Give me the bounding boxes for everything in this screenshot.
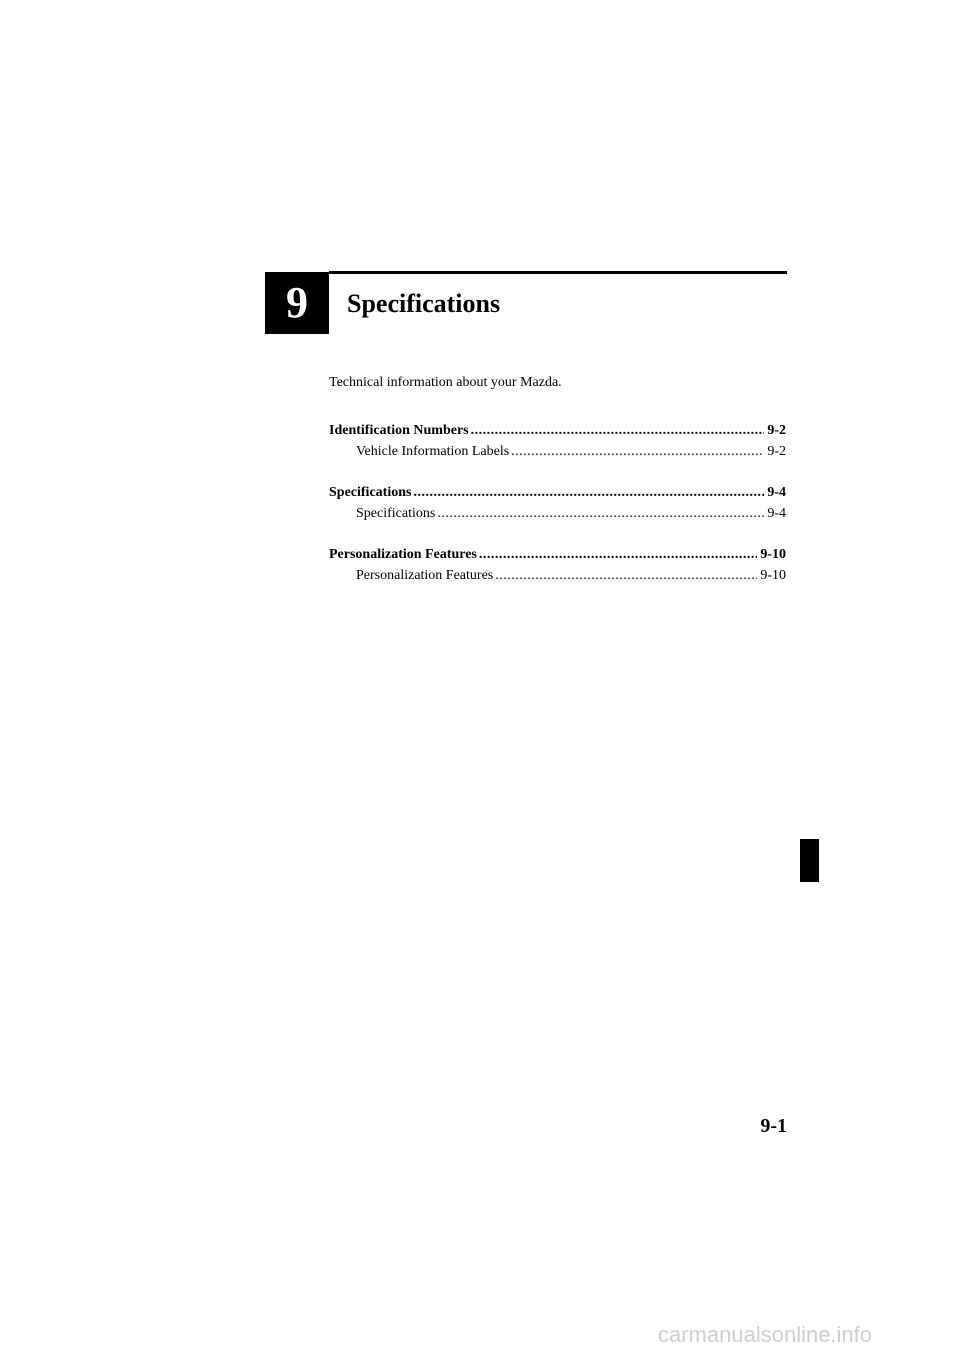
toc-entry-label: Identification Numbers bbox=[329, 423, 469, 438]
chapter-number-block bbox=[265, 272, 329, 334]
toc-entry-label: Personalization Features bbox=[356, 568, 494, 583]
toc-dot-leader bbox=[479, 544, 757, 565]
toc-entry-specifications-section[interactable] bbox=[329, 482, 786, 503]
toc-dot-leader bbox=[471, 420, 765, 441]
toc-dot-leader bbox=[437, 503, 764, 524]
toc-dot-leader bbox=[413, 482, 764, 503]
chapter-intro: Technical information about your Mazda. bbox=[329, 375, 562, 390]
toc-entry-specifications[interactable] bbox=[329, 503, 786, 524]
toc-entry-label: Vehicle Information Labels bbox=[356, 444, 510, 459]
toc-dot-leader bbox=[495, 565, 757, 586]
toc-entry-page: 9-2 bbox=[767, 423, 786, 438]
toc-entry-label: Specifications bbox=[356, 506, 436, 521]
toc-entry-personalization-features[interactable] bbox=[329, 565, 786, 586]
watermark: carmanualsonline.info bbox=[658, 1322, 873, 1347]
toc-dot-leader bbox=[511, 441, 764, 462]
chapter-thumb-tab bbox=[800, 839, 819, 882]
chapter-number: 9 bbox=[286, 278, 308, 327]
toc-entry-page: 9-4 bbox=[767, 506, 786, 521]
toc-entry-vehicle-information-labels[interactable] bbox=[329, 441, 786, 462]
toc-entry-page: 9-10 bbox=[760, 568, 786, 583]
chapter-title: Specifications bbox=[347, 289, 501, 318]
toc-entry-page: 9-4 bbox=[767, 485, 786, 500]
toc-entry-identification-numbers[interactable] bbox=[329, 420, 786, 441]
chapter-header-rule bbox=[329, 271, 787, 274]
toc-entry-page: 9-10 bbox=[760, 547, 786, 562]
toc-entry-personalization-features-section[interactable] bbox=[329, 544, 786, 565]
toc-entry-label: Personalization Features bbox=[329, 547, 477, 562]
page-number: 9-1 bbox=[760, 1115, 787, 1137]
toc-entry-page: 9-2 bbox=[767, 444, 786, 459]
table-of-contents bbox=[329, 420, 786, 586]
toc-entry-label: Specifications bbox=[329, 485, 412, 500]
